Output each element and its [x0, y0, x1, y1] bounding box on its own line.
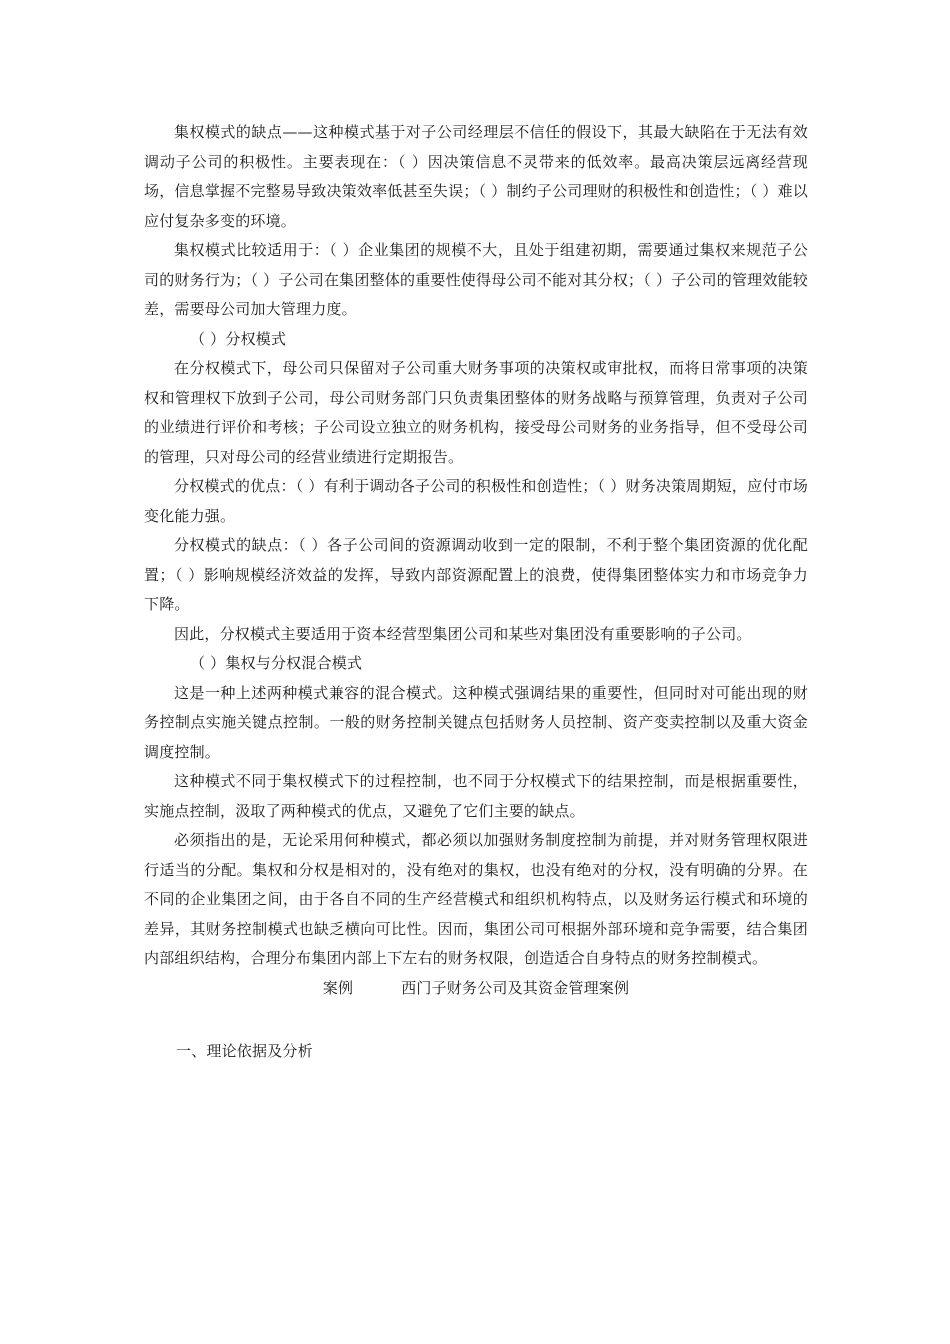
decentralized-conclusion-paragraph: 因此，分权模式主要适用于资本经营型集团公司和某些对集团没有重要影响的子公司。: [174, 624, 752, 643]
centralized-applicability-paragraph: 集权模式比较适用于：（ ）企业集团的规模不大，且处于组建初期，需要通过集权来规范子公司的财务行为；（ ）子公司在集团整体的重要性使得母公司不能对其分权；（ ）子公司的管理效能较差，需要母公司加大管理力度。: [144, 241, 808, 318]
decentralized-disadvantages-paragraph: 分权模式的缺点：（ ）各子公司间的资源调动收到一定的限制，不利于整个集团资源的优化配置；（ ）影响规模经济效益的发挥，导致内部资源配置上的浪费，使得集团整体实力和市场竞争力下降。: [144, 536, 808, 613]
centralized-disadvantages-paragraph: 集权模式的缺点——这种模式基于对子公司经理层不信任的假设下，其最大缺陷在于无法有效调动子公司的积极性。主要表现在：（ ）因决策信息不灵带来的低效率。最高决策层远离经营现场，信息掌握不完整易导致决策效率低甚至失误；（ ）制约子公司理财的积极性和创造性；（ ）难以应付复杂多变的环境。: [144, 123, 808, 230]
hybrid-description-paragraph: 这是一种上述两种模式兼容的混合模式。这种模式强调结果的重要性，但同时对可能出现的财务控制点实施关键点控制。一般的财务控制关键点包括财务人员控制、资产变卖控制以及重大资金调度控制。: [144, 683, 808, 761]
decentralized-description-paragraph: 在分权模式下，母公司只保留对子公司重大财务事项的决策权或审批权，而将日常事项的决策权和管理权下放到子公司，母公司财务部门只负责集团整体的财务战略与预算管理，负责对子公司的业绩进行评价和考核；子公司设立独立的财务机构，接受母公司财务的业务指导，但不受母公司的管理，只对母公司的经营业绩进行定期报告。: [144, 359, 808, 466]
case-title: [144, 974, 808, 1004]
case-label: 案例: [322, 978, 354, 997]
hybrid-mode-heading: （ ）集权与分权混合模式: [190, 654, 363, 672]
decentralized-advantages-paragraph: 分权模式的优点：（ ）有利于调动各子公司的积极性和创造性；（ ）财务决策周期短，应付市场变化能力强。: [144, 477, 808, 525]
hybrid-comparison-paragraph: 这种模式不同于集权模式下的过程控制，也不同于分权模式下的结果控制，而是根据重要性，实施点控制，汲取了两种模式的优点，又避免了它们主要的缺点。: [144, 772, 808, 820]
decentralized-mode-heading: （ ）分权模式: [190, 329, 287, 348]
case-title-text: 西门子财务公司及其资金管理案例: [401, 978, 630, 997]
document-page: [144, 118, 808, 1067]
section-title: 一、理论依据及分析: [176, 1042, 313, 1060]
summary-paragraph: 必须指出的是，无论采用何种模式，都必须以加强财务制度控制为前提，并对财务管理权限进行适当的分配。集权和分权是相对的，没有绝对的集权，也没有绝对的分权，没有明确的分界。在不同的企业集团之间，由于各自不同的生产经营模式和组织机构特点，以及财务运行模式和环境的差异，其财务控制模式也缺乏横向可比性。因而，集团公司可根据外部环境和竞争需要，结合集团内部组织结构，合理分布集团内部上下左右的财务权限，创造适合自身特点的财务控制模式。: [144, 831, 808, 967]
